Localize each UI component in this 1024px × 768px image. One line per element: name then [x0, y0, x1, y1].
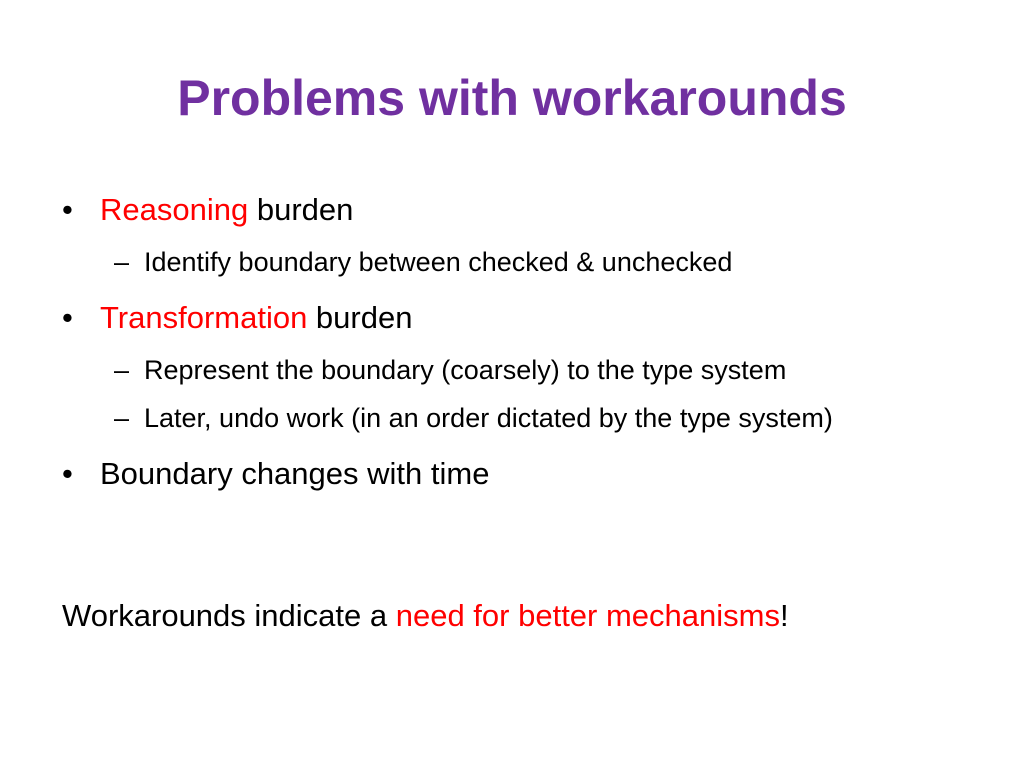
- sub-item-text: Later, undo work (in an order dictated by the type system): [144, 403, 833, 433]
- conclusion-prefix: Workarounds indicate a: [62, 598, 396, 633]
- conclusion-line: [62, 592, 789, 640]
- sub-item-text: Identify boundary between checked & unchecked: [144, 247, 733, 277]
- bullet-icon: •: [62, 456, 73, 491]
- dash-icon: –: [114, 403, 130, 433]
- slide-title: Problems with workarounds: [177, 70, 847, 126]
- sub-item: [62, 350, 1012, 390]
- dash-icon: –: [114, 247, 130, 277]
- bullet-icon: •: [62, 300, 73, 335]
- bullet-item-boundary: [62, 450, 1012, 498]
- sub-item: [62, 398, 1012, 438]
- bullet-item-transformation: [62, 294, 1012, 342]
- dash-icon: –: [114, 355, 130, 385]
- bullet-text: Boundary changes with time: [100, 456, 490, 491]
- bullet-highlight: Transformation: [100, 300, 308, 335]
- conclusion-suffix: !: [779, 598, 789, 633]
- sub-item-text: Represent the boundary (coarsely) to the type system: [144, 355, 787, 385]
- bullet-icon: •: [62, 192, 73, 227]
- bullet-text: burden: [248, 192, 354, 227]
- conclusion-highlight: need for better mechanisms: [395, 598, 780, 633]
- bullet-list: [62, 186, 1012, 498]
- bullet-item-reasoning: [62, 186, 1012, 234]
- sub-item: [62, 242, 1012, 282]
- bullet-text: burden: [307, 300, 413, 335]
- bullet-highlight: Reasoning: [100, 192, 249, 227]
